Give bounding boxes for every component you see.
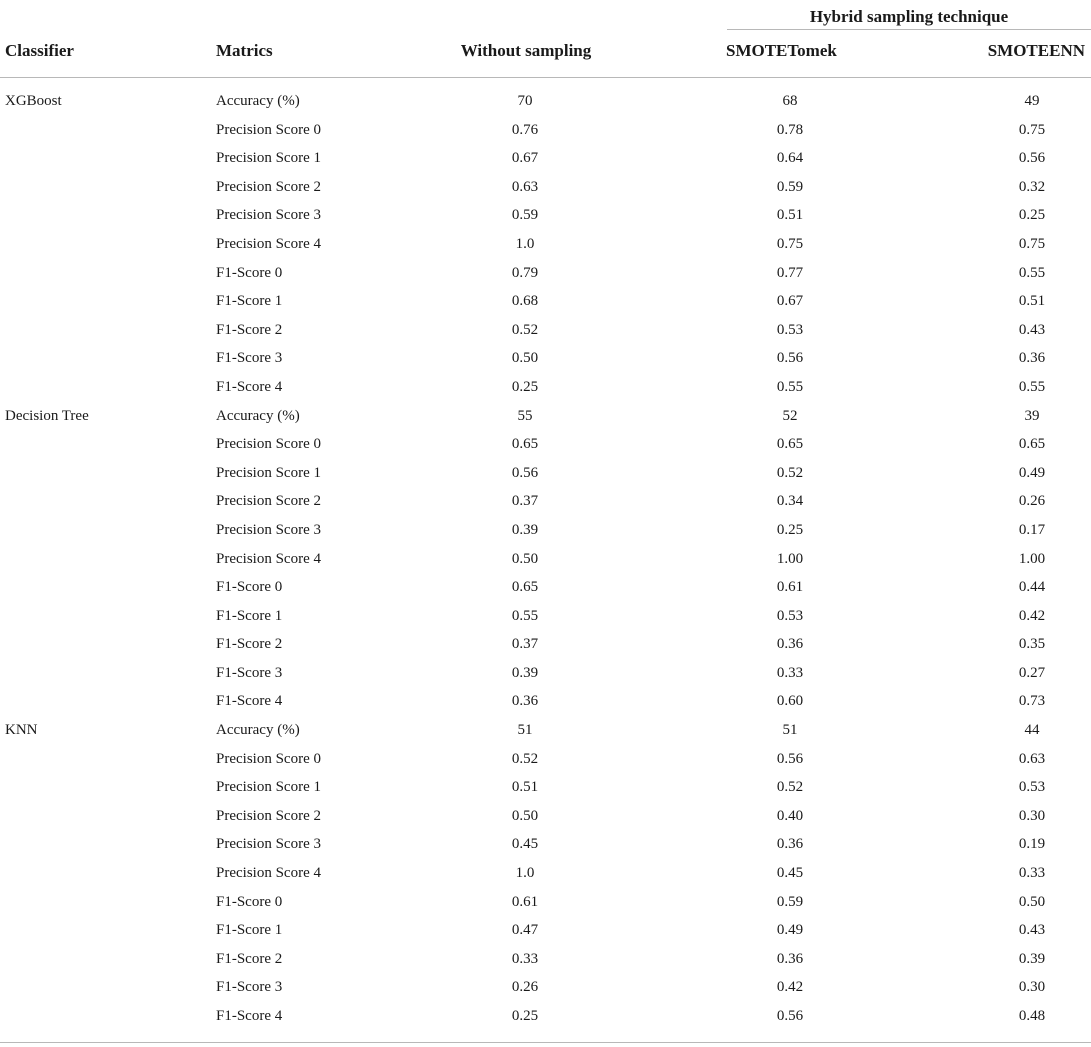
smotetomek-cell: 0.33 xyxy=(776,664,804,681)
smoteenn-cell: 0.55 xyxy=(1018,378,1046,395)
smoteenn-cell: 0.43 xyxy=(1018,321,1046,338)
without-sampling-cell: 0.65 xyxy=(511,579,539,596)
smoteenn-cell: 0.56 xyxy=(1018,150,1046,167)
without-sampling-cell: 0.67 xyxy=(511,150,539,167)
smotetomek-cell: 0.42 xyxy=(776,979,804,996)
smotetomek-cell: 0.56 xyxy=(776,350,804,367)
table-row xyxy=(0,945,1091,974)
metric-cell: F1-Score 0 xyxy=(216,264,283,281)
smotetomek-cell: 0.25 xyxy=(776,521,804,538)
header-smotetomek: SMOTETomek xyxy=(726,41,837,60)
smoteenn-cell: 0.73 xyxy=(1018,693,1046,710)
without-sampling-cell: 0.51 xyxy=(511,779,539,796)
smoteenn-cell: 0.65 xyxy=(1018,436,1046,453)
table-row xyxy=(0,630,1091,659)
metric-cell: F1-Score 2 xyxy=(216,321,283,338)
smoteenn-cell: 0.17 xyxy=(1018,521,1046,538)
smotetomek-cell: 1.00 xyxy=(776,550,804,567)
metric-cell: Precision Score 1 xyxy=(216,464,321,481)
smotetomek-cell: 0.45 xyxy=(776,865,804,882)
smotetomek-cell: 0.36 xyxy=(776,636,804,653)
hybrid-sampling-group-header: Hybrid sampling technique xyxy=(809,7,1009,26)
without-sampling-cell: 0.59 xyxy=(511,207,539,224)
without-sampling-cell: 0.52 xyxy=(511,750,539,767)
table-row xyxy=(0,87,1091,116)
table-row xyxy=(0,373,1091,402)
smotetomek-cell: 68 xyxy=(782,93,798,109)
without-sampling-cell: 0.52 xyxy=(511,321,539,338)
without-sampling-cell: 55 xyxy=(517,407,533,424)
without-sampling-cell: 0.37 xyxy=(511,493,539,510)
smotetomek-cell: 0.60 xyxy=(776,693,804,710)
metric-cell: F1-Score 1 xyxy=(216,922,283,939)
table-row xyxy=(0,973,1091,1002)
smoteenn-cell: 0.51 xyxy=(1018,293,1046,310)
without-sampling-cell: 0.26 xyxy=(511,979,539,996)
smotetomek-cell: 0.36 xyxy=(776,950,804,967)
smoteenn-cell: 0.55 xyxy=(1018,264,1046,281)
without-sampling-cell: 0.79 xyxy=(511,264,539,281)
metric-cell: Accuracy (%) xyxy=(216,93,300,109)
metric-cell: F1-Score 2 xyxy=(216,636,283,653)
smoteenn-cell: 0.26 xyxy=(1018,493,1046,510)
without-sampling-cell: 0.47 xyxy=(511,922,539,939)
without-sampling-cell: 0.39 xyxy=(511,664,539,681)
header-classifier: Classifier xyxy=(5,41,74,60)
metric-cell: F1-Score 4 xyxy=(216,378,283,395)
table-row xyxy=(0,916,1091,945)
without-sampling-cell: 0.65 xyxy=(511,436,539,453)
header-metrics: Matrics xyxy=(216,41,273,60)
header-smoteenn: SMOTEENN xyxy=(987,41,1085,60)
smotetomek-cell: 0.65 xyxy=(776,436,804,453)
metric-cell: Precision Score 2 xyxy=(216,807,321,824)
smotetomek-cell: 0.56 xyxy=(776,750,804,767)
smotetomek-cell: 0.59 xyxy=(776,893,804,910)
smoteenn-cell: 0.75 xyxy=(1018,235,1046,252)
table-row xyxy=(0,230,1091,259)
smoteenn-cell: 0.43 xyxy=(1018,922,1046,939)
smoteenn-cell: 0.75 xyxy=(1018,121,1046,138)
without-sampling-cell: 0.55 xyxy=(511,607,539,624)
metric-cell: F1-Score 1 xyxy=(216,607,283,624)
table-row xyxy=(0,659,1091,688)
smoteenn-cell: 0.32 xyxy=(1018,178,1046,195)
metric-cell: F1-Score 3 xyxy=(216,664,283,681)
table-row xyxy=(0,573,1091,602)
smotetomek-cell: 0.34 xyxy=(776,493,804,510)
table-row xyxy=(0,602,1091,631)
metric-cell: F1-Score 4 xyxy=(216,1008,283,1024)
smoteenn-cell: 0.53 xyxy=(1018,779,1046,796)
smotetomek-cell: 0.77 xyxy=(776,264,804,281)
without-sampling-cell: 0.37 xyxy=(511,636,539,653)
metric-cell: F1-Score 3 xyxy=(216,350,283,367)
metric-cell: F1-Score 0 xyxy=(216,579,283,596)
table-body xyxy=(0,87,1091,1031)
table-row xyxy=(0,316,1091,345)
group-header-rule xyxy=(727,29,1091,30)
smoteenn-cell: 1.00 xyxy=(1018,550,1046,567)
table-row xyxy=(0,745,1091,774)
table-row xyxy=(0,802,1091,831)
table-row xyxy=(0,287,1091,316)
smotetomek-cell: 0.36 xyxy=(776,836,804,853)
smoteenn-cell: 0.25 xyxy=(1018,207,1046,224)
smoteenn-cell: 0.39 xyxy=(1018,950,1046,967)
metric-cell: Precision Score 3 xyxy=(216,836,321,853)
table-row xyxy=(0,1002,1091,1031)
table-row xyxy=(0,201,1091,230)
smoteenn-cell: 0.27 xyxy=(1018,664,1046,681)
header-without-sampling: Without sampling xyxy=(460,41,592,60)
without-sampling-cell: 0.50 xyxy=(511,350,539,367)
smotetomek-cell: 0.61 xyxy=(776,579,804,596)
without-sampling-cell: 0.63 xyxy=(511,178,539,195)
without-sampling-cell: 0.36 xyxy=(511,693,539,710)
table-row xyxy=(0,687,1091,716)
table-row xyxy=(0,773,1091,802)
metric-cell: Precision Score 0 xyxy=(216,436,321,453)
smoteenn-cell: 0.33 xyxy=(1018,865,1046,882)
table-row xyxy=(0,888,1091,917)
table-row xyxy=(0,516,1091,545)
smotetomek-cell: 0.64 xyxy=(776,150,804,167)
metric-cell: Precision Score 0 xyxy=(216,750,321,767)
smoteenn-cell: 0.36 xyxy=(1018,350,1046,367)
without-sampling-cell: 0.50 xyxy=(511,550,539,567)
metric-cell: Precision Score 4 xyxy=(216,235,321,252)
metric-cell: F1-Score 3 xyxy=(216,979,283,996)
smotetomek-cell: 0.52 xyxy=(776,779,804,796)
without-sampling-cell: 0.33 xyxy=(511,950,539,967)
table-row xyxy=(0,259,1091,288)
smotetomek-cell: 0.51 xyxy=(776,207,804,224)
without-sampling-cell: 0.45 xyxy=(511,836,539,853)
metric-cell: Precision Score 1 xyxy=(216,779,321,796)
classifier-cell: Decision Tree xyxy=(5,407,89,424)
table-row xyxy=(0,859,1091,888)
smoteenn-cell: 44 xyxy=(1024,722,1040,739)
metric-cell: Precision Score 3 xyxy=(216,521,321,538)
table-row xyxy=(0,830,1091,859)
smoteenn-cell: 0.30 xyxy=(1018,979,1046,996)
smotetomek-cell: 0.78 xyxy=(776,121,804,138)
without-sampling-cell: 1.0 xyxy=(515,235,535,252)
smotetomek-cell: 0.53 xyxy=(776,607,804,624)
metric-cell: F1-Score 2 xyxy=(216,950,283,967)
table-row xyxy=(0,402,1091,431)
without-sampling-cell: 1.0 xyxy=(515,865,535,882)
metric-cell: Precision Score 3 xyxy=(216,207,321,224)
smotetomek-cell: 0.55 xyxy=(776,378,804,395)
smotetomek-cell: 0.40 xyxy=(776,807,804,824)
table-row xyxy=(0,173,1091,202)
without-sampling-cell: 70 xyxy=(517,93,533,109)
header-rule xyxy=(0,77,1091,78)
without-sampling-cell: 0.56 xyxy=(511,464,539,481)
without-sampling-cell: 0.25 xyxy=(511,1008,539,1024)
table-row xyxy=(0,144,1091,173)
metric-cell: F1-Score 4 xyxy=(216,693,283,710)
smotetomek-cell: 52 xyxy=(782,407,798,424)
smotetomek-cell: 0.56 xyxy=(776,1008,804,1024)
table-row xyxy=(0,430,1091,459)
without-sampling-cell: 0.76 xyxy=(511,121,539,138)
without-sampling-cell: 0.50 xyxy=(511,807,539,824)
without-sampling-cell: 0.25 xyxy=(511,378,539,395)
metric-cell: Precision Score 0 xyxy=(216,121,321,138)
smoteenn-cell: 0.63 xyxy=(1018,750,1046,767)
classifier-cell: KNN xyxy=(5,722,38,739)
smoteenn-cell: 0.49 xyxy=(1018,464,1046,481)
smotetomek-cell: 0.67 xyxy=(776,293,804,310)
smoteenn-cell: 49 xyxy=(1024,93,1040,109)
smoteenn-cell: 0.42 xyxy=(1018,607,1046,624)
smoteenn-cell: 0.48 xyxy=(1018,1008,1046,1024)
smotetomek-cell: 51 xyxy=(782,722,798,739)
metric-cell: Accuracy (%) xyxy=(216,407,300,424)
table-row xyxy=(0,459,1091,488)
table-row xyxy=(0,716,1091,745)
metric-cell: F1-Score 0 xyxy=(216,893,283,910)
metric-cell: Accuracy (%) xyxy=(216,722,300,739)
metric-cell: Precision Score 1 xyxy=(216,150,321,167)
smoteenn-cell: 0.50 xyxy=(1018,893,1046,910)
metric-cell: Precision Score 2 xyxy=(216,178,321,195)
table-row xyxy=(0,545,1091,574)
smotetomek-cell: 0.75 xyxy=(776,235,804,252)
classifier-cell: XGBoost xyxy=(5,93,62,109)
without-sampling-cell: 0.61 xyxy=(511,893,539,910)
table-row xyxy=(0,344,1091,373)
smoteenn-cell: 39 xyxy=(1024,407,1040,424)
metric-cell: F1-Score 1 xyxy=(216,293,283,310)
smoteenn-cell: 0.44 xyxy=(1018,579,1046,596)
metric-cell: Precision Score 4 xyxy=(216,865,321,882)
without-sampling-cell: 0.68 xyxy=(511,293,539,310)
table-row xyxy=(0,487,1091,516)
smotetomek-cell: 0.59 xyxy=(776,178,804,195)
without-sampling-cell: 0.39 xyxy=(511,521,539,538)
smoteenn-cell: 0.19 xyxy=(1018,836,1046,853)
smoteenn-cell: 0.35 xyxy=(1018,636,1046,653)
metric-cell: Precision Score 2 xyxy=(216,493,321,510)
smotetomek-cell: 0.52 xyxy=(776,464,804,481)
smoteenn-cell: 0.30 xyxy=(1018,807,1046,824)
metric-cell: Precision Score 4 xyxy=(216,550,321,567)
without-sampling-cell: 51 xyxy=(517,722,533,739)
table-bottom-rule xyxy=(0,1042,1091,1043)
smotetomek-cell: 0.49 xyxy=(776,922,804,939)
table-row xyxy=(0,116,1091,145)
smotetomek-cell: 0.53 xyxy=(776,321,804,338)
